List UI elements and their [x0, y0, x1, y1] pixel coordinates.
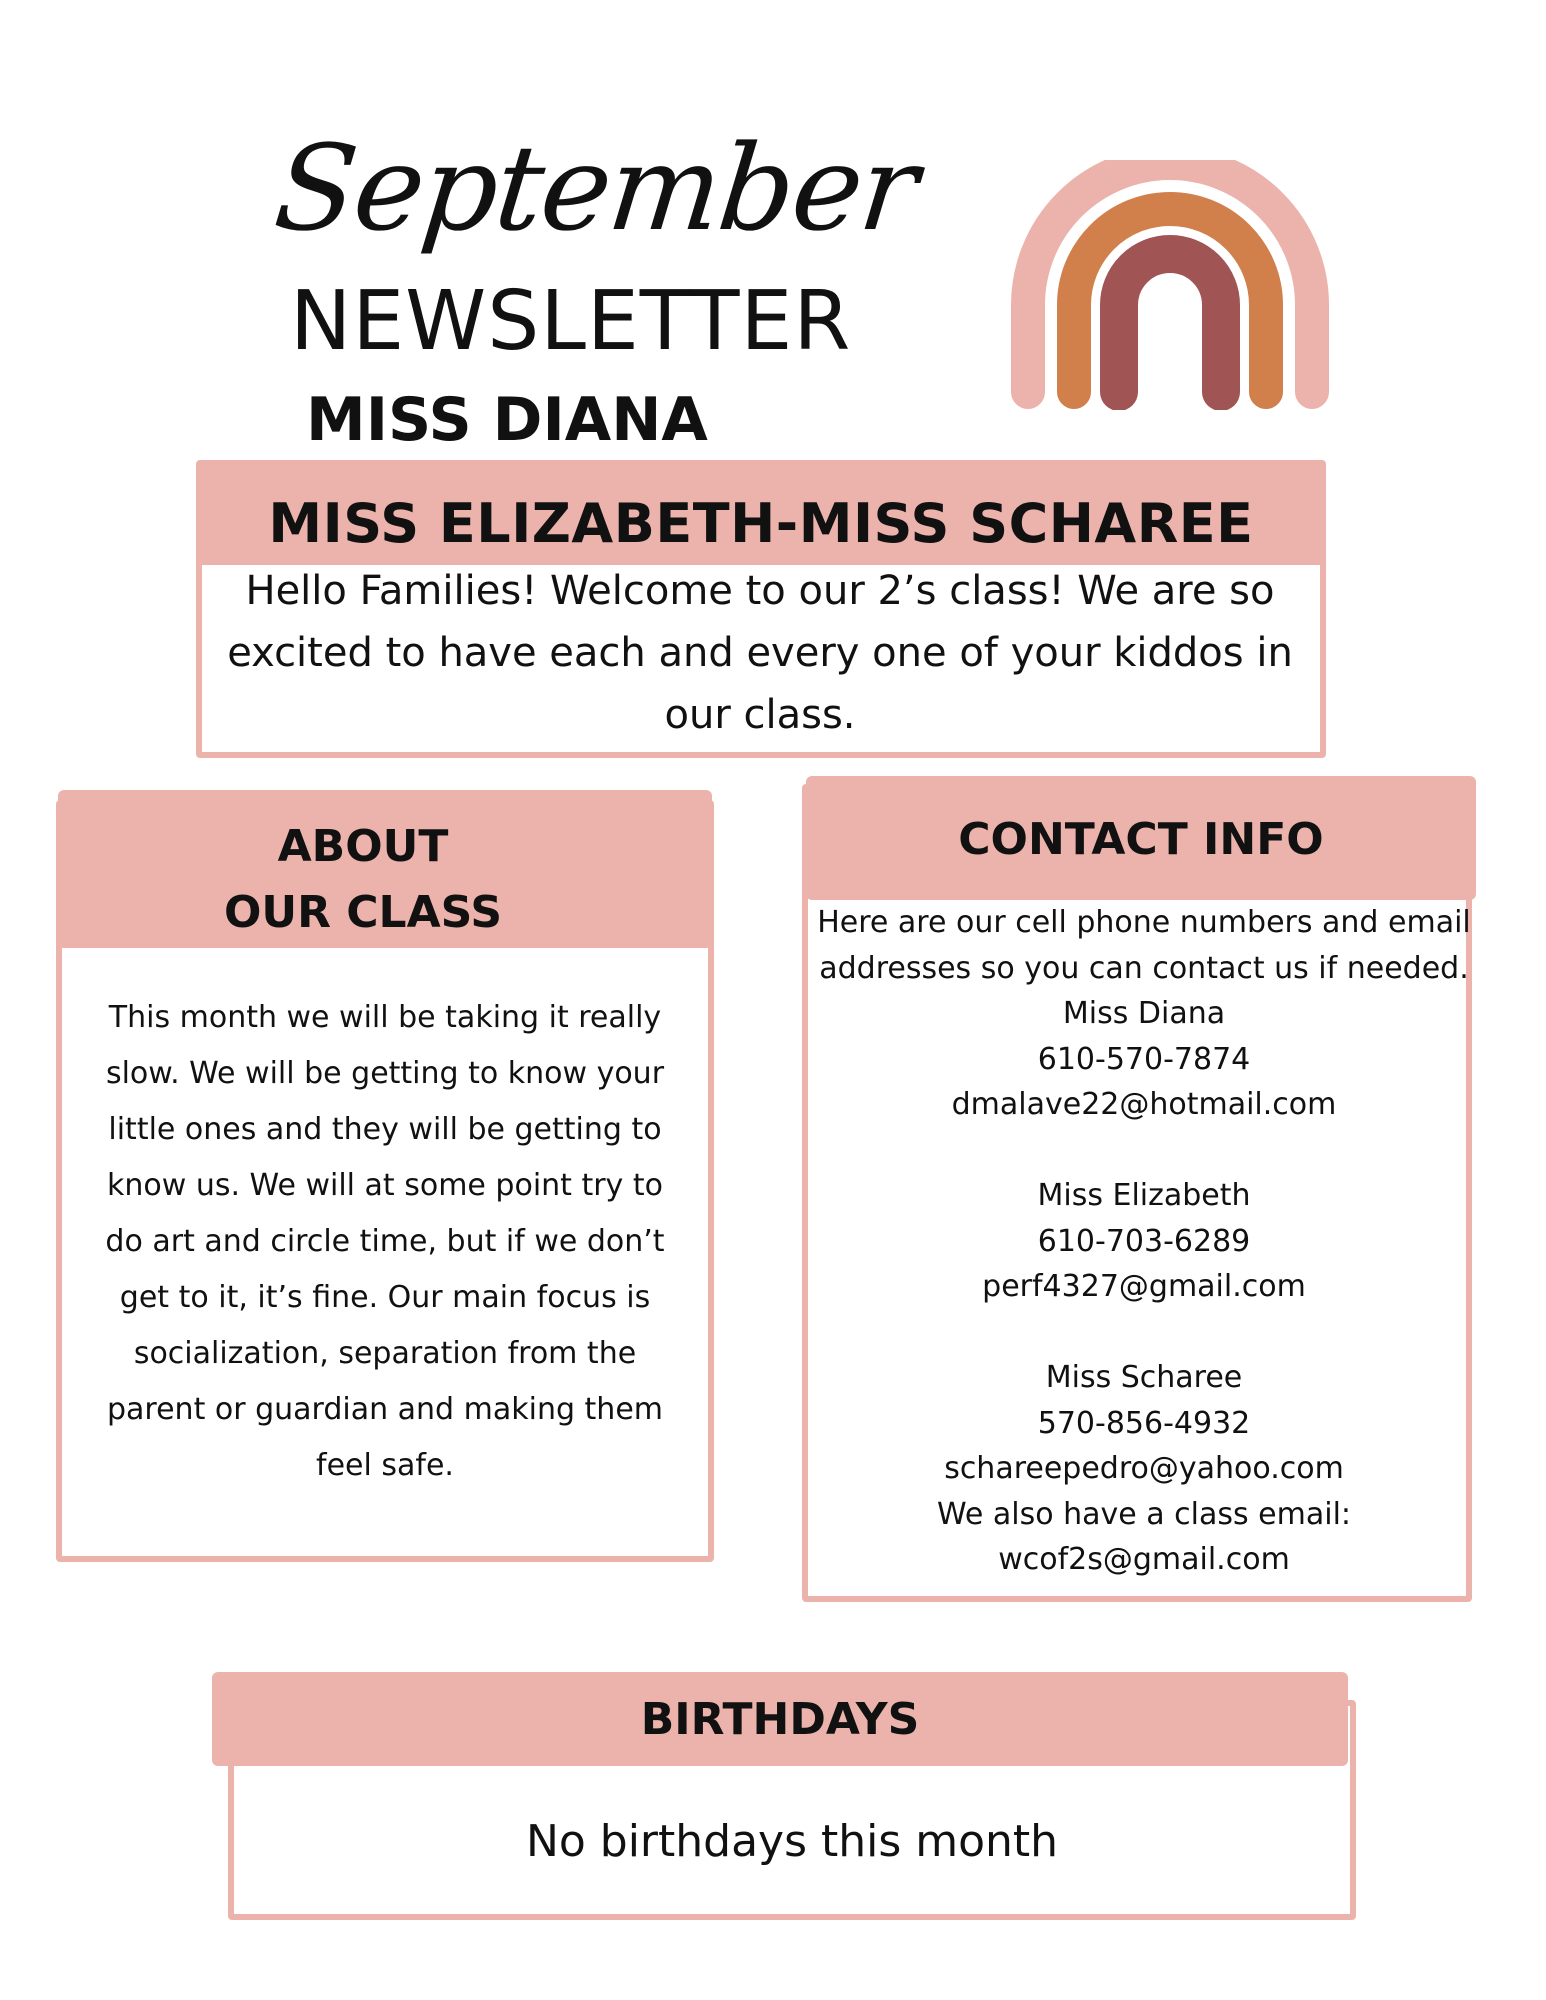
contact-email[interactable]: schareepedro@yahoo.com [944, 1451, 1344, 1486]
contact-phone: 610-570-7874 [1037, 1041, 1251, 1077]
contact-name: Miss Scharee [1045, 1360, 1243, 1395]
birthdays-message: No birthdays this month [525, 1816, 1059, 1867]
contact-intro-line2: addresses so you can contact us if needed. [819, 950, 1469, 986]
contact-title: CONTACT INFO [958, 814, 1324, 865]
contact-phone: 570-856-4932 [1037, 1405, 1251, 1441]
welcome-message: Hello Families! Welcome to our 2’s class! We are so excited to have each and every one of your kiddos in our class. [227, 568, 1293, 738]
contact-spacer [804, 1310, 1484, 1356]
contact-spacer [804, 1128, 1484, 1174]
about-text: This month we will be taking it really slow. We will be getting to know your little ones and they will be getting to know us. We will at some point try to do art and circle time, but if we don’t get to it, it’s fine. Our main focus is socialization, separation from the parent or guardian and making them feel safe. [105, 1000, 665, 1483]
contact-name: Miss Diana [1062, 996, 1226, 1031]
teacher-name: MISS DIANA [306, 385, 708, 455]
about-title-line2: OUR CLASS [223, 887, 503, 938]
contact-name: Miss Elizabeth [1037, 1178, 1251, 1213]
rainbow-icon [1010, 160, 1330, 410]
script-title: September [268, 119, 923, 257]
contact-email[interactable]: perf4327@gmail.com [982, 1269, 1306, 1304]
contact-list [804, 900, 1484, 1583]
class-email[interactable]: wcof2s@gmail.com [998, 1542, 1290, 1577]
birthdays-title: BIRTHDAYS [640, 1694, 920, 1745]
about-title-line1: ABOUT [277, 821, 449, 872]
contact-email[interactable]: dmalave22@hotmail.com [951, 1087, 1337, 1122]
contact-phone: 610-703-6289 [1037, 1223, 1251, 1259]
welcome-title: MISS ELIZABETH-MISS SCHAREE [268, 492, 1254, 555]
contact-intro-line1: Here are our cell phone numbers and email [817, 905, 1471, 940]
newsletter-heading: NEWSLETTER [290, 274, 852, 369]
class-email-label: We also have a class email: [936, 1496, 1352, 1532]
about-title [58, 814, 668, 946]
